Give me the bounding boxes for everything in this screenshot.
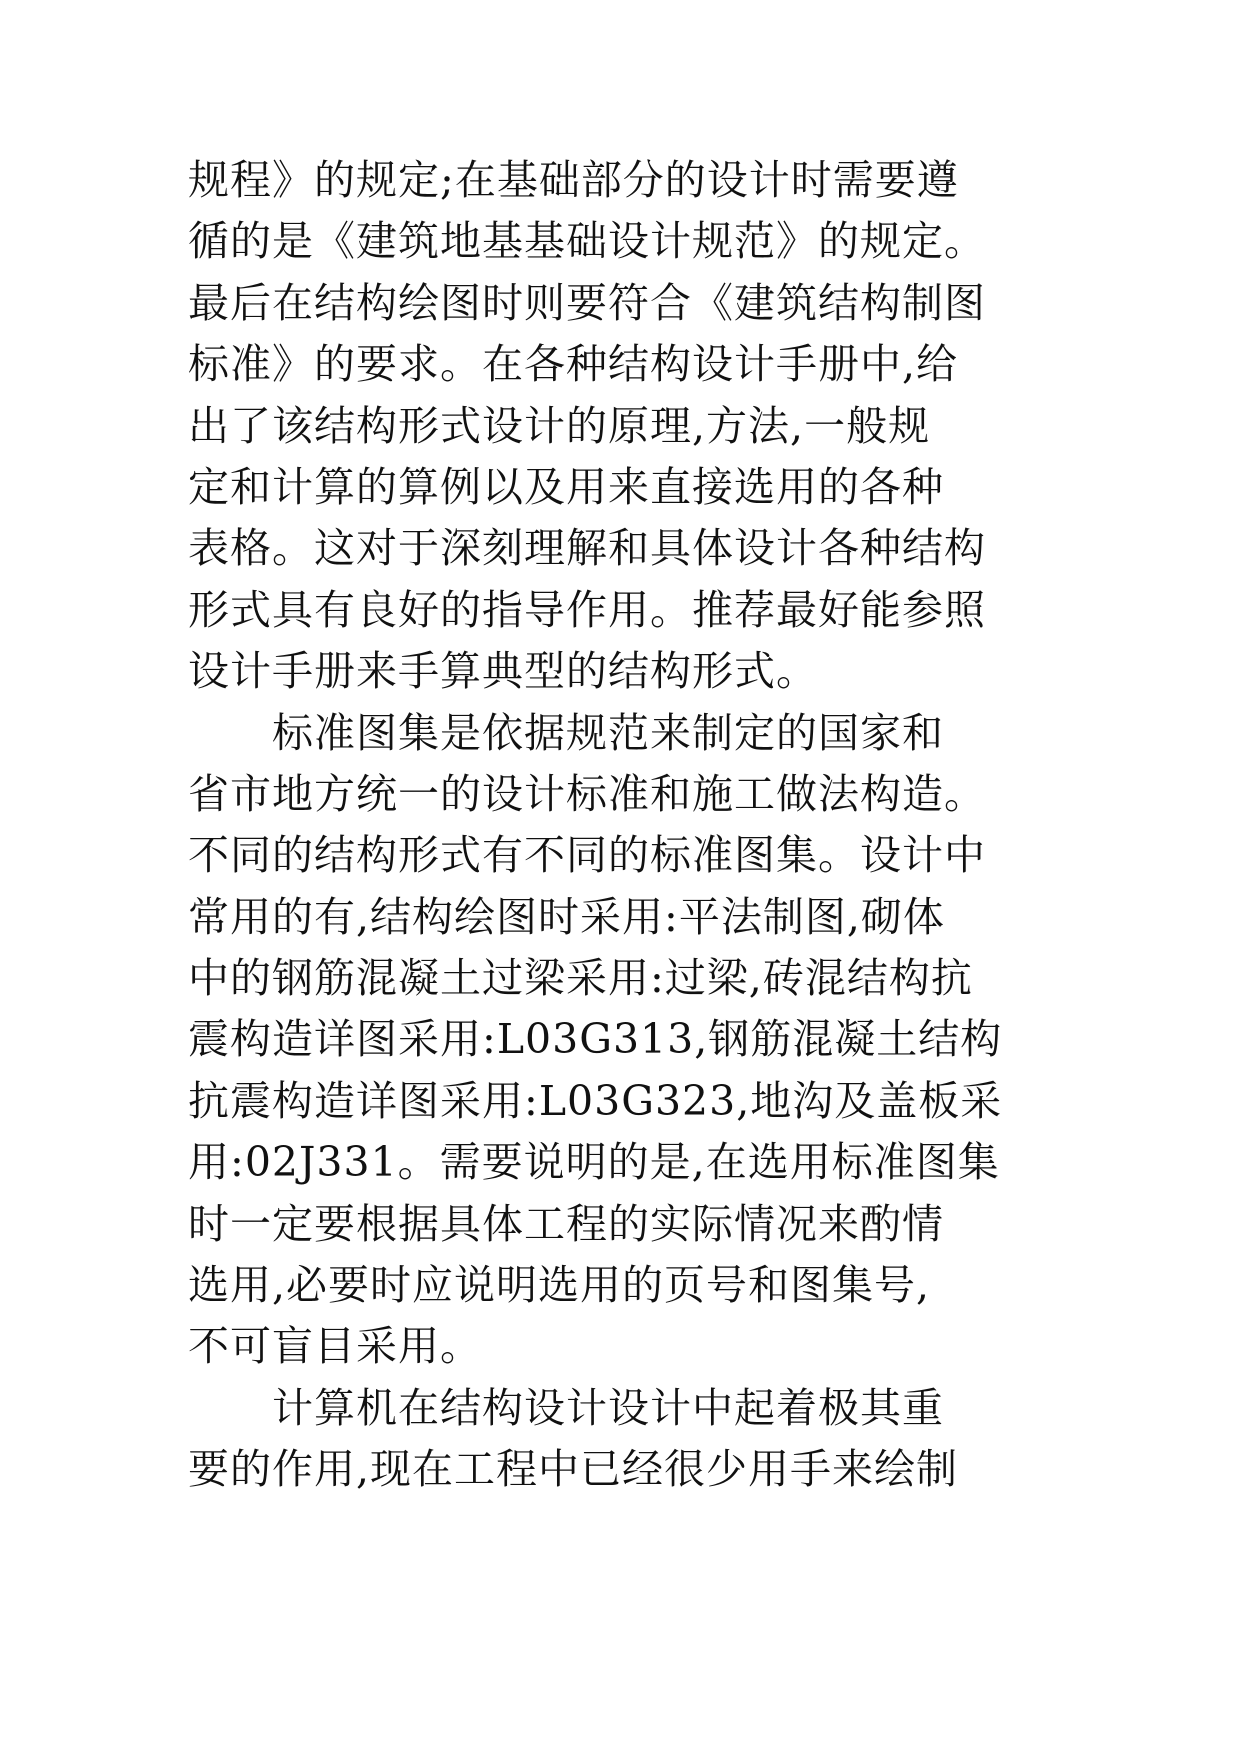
text-line: 标准》的要求。在各种结构设计手册中,给 xyxy=(188,340,959,389)
text-line: 设计手册来手算典型的结构形式。 xyxy=(188,647,818,696)
text-line: 形式具有良好的指导作用。推荐最好能参照 xyxy=(188,585,986,634)
text-line: 中的钢筋混凝土过梁采用:过梁,砖混结构抗 xyxy=(188,954,973,1003)
text-line: 表格。这对于深刻理解和具体设计各种结构 xyxy=(188,524,986,573)
text-line: 用:02J331。需要说明的是,在选用标准图集 xyxy=(188,1138,1000,1187)
text-line: 常用的有,结构绘图时采用:平法制图,砌体 xyxy=(188,892,945,941)
text-line: 震构造详图采用:L03G313,钢筋混凝土结构 xyxy=(188,1015,1003,1064)
text-line: 省市地方统一的设计标准和施工做法构造。 xyxy=(188,769,986,818)
text-line: 不同的结构形式有不同的标准图集。设计中 xyxy=(188,831,986,880)
paragraph-first-line: 标准图集是依据规范来制定的国家和 xyxy=(272,708,944,757)
text-line: 循的是《建筑地基基础设计规范》的规定。 xyxy=(188,217,986,266)
paragraph-first-line: 计算机在结构设计设计中起着极其重 xyxy=(272,1383,944,1432)
body-text xyxy=(188,150,1088,1501)
text-line: 出了该结构形式设计的原理,方法,一般规 xyxy=(188,401,931,450)
text-line: 不可盲目采用。 xyxy=(188,1322,482,1371)
text-line: 选用,必要时应说明选用的页号和图集号, xyxy=(188,1261,931,1310)
text-line: 规程》的规定;在基础部分的设计时需要遵 xyxy=(188,156,959,204)
text-line: 时一定要根据具体工程的实际情况来酌情 xyxy=(188,1199,944,1248)
text-line: 抗震构造详图采用:L03G323,地沟及盖板采 xyxy=(188,1076,1003,1125)
text-line: 要的作用,现在工程中已经很少用手来绘制 xyxy=(188,1445,959,1494)
text-line: 最后在结构绘图时则要符合《建筑结构制图 xyxy=(188,278,986,327)
text-line: 定和计算的算例以及用来直接选用的各种 xyxy=(188,462,944,511)
